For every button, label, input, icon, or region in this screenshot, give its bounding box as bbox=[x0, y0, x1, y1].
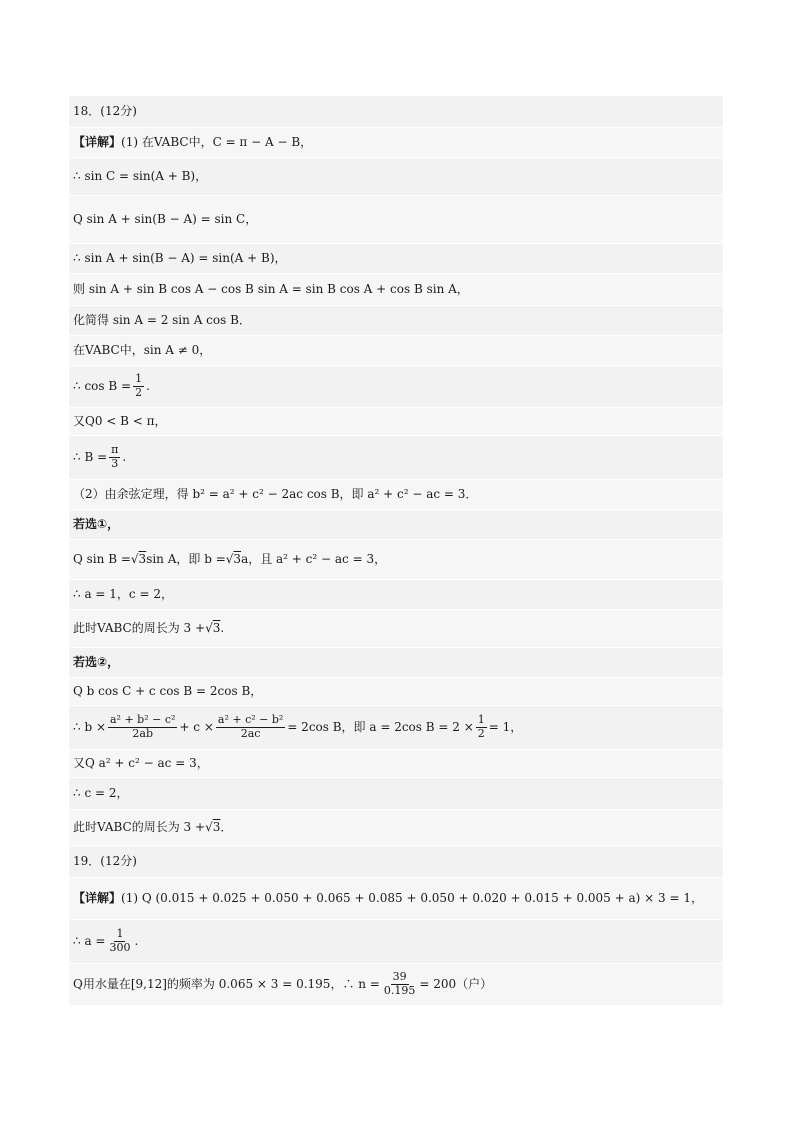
line-text: = 200（户） bbox=[419, 977, 493, 992]
sqrt-symbol: √ bbox=[130, 552, 139, 567]
p19-line-1 bbox=[69, 878, 723, 920]
line-text: 又Q0 < B < π， bbox=[73, 414, 167, 429]
fraction-denominator: 2 bbox=[135, 386, 143, 399]
p18-line-6 bbox=[69, 306, 723, 336]
p18-line-17 bbox=[69, 678, 723, 706]
p18-line-15 bbox=[69, 610, 723, 648]
fraction-numerator: 1 bbox=[116, 927, 124, 941]
line-text: 若选②， bbox=[73, 655, 120, 670]
line-text: = 1， bbox=[488, 720, 523, 735]
solution-sheet bbox=[69, 96, 723, 1006]
fraction bbox=[108, 714, 177, 740]
fraction-numerator: a² + b² − c² bbox=[110, 713, 176, 727]
radicand: 3 bbox=[233, 552, 242, 567]
line-text: ∴ c = 2， bbox=[73, 786, 129, 801]
line-text: . bbox=[122, 450, 127, 465]
fraction-denominator: 300 bbox=[109, 941, 131, 954]
p18-line-14 bbox=[69, 580, 723, 610]
line-text: 又Q a² + c² − ac = 3， bbox=[73, 756, 209, 771]
p18-line-16 bbox=[69, 648, 723, 678]
heading-text: 18．(12分) bbox=[73, 104, 137, 119]
detail-label: 【详解】 bbox=[73, 891, 122, 906]
sqrt-symbol: √ bbox=[225, 552, 234, 567]
p18-line-20 bbox=[69, 778, 723, 810]
p18-line-11 bbox=[69, 480, 723, 510]
detail-label: 【详解】 bbox=[73, 135, 122, 150]
fraction-numerator: 1 bbox=[477, 713, 485, 727]
line-text: 则 sin A + sin B cos A − cos B sin A = sin B cos A + cos B sin A， bbox=[73, 282, 469, 297]
p18-line-4 bbox=[69, 244, 723, 274]
p18-line-1 bbox=[69, 128, 723, 158]
line-text: 在VABC中，sin A ≠ 0， bbox=[73, 343, 212, 358]
p18-line-3 bbox=[69, 196, 723, 244]
radicand: 3 bbox=[138, 552, 147, 567]
line-text: Q b cos C + c cos B = 2cos B， bbox=[73, 684, 263, 699]
line-text: ∴ B = bbox=[73, 450, 108, 465]
fraction-denominator: 2ac bbox=[240, 727, 261, 740]
line-text: (1) Q (0.015 + 0.025 + 0.050 + 0.065 + 0.085 + 0.050 + 0.020 + 0.015 + 0.005 + a) × 3 = 1， bbox=[121, 891, 703, 906]
heading-text: 19．(12分) bbox=[73, 854, 137, 869]
p19-line-2 bbox=[69, 920, 723, 964]
fraction bbox=[109, 444, 120, 470]
fraction bbox=[476, 714, 487, 740]
line-text: 若选①， bbox=[73, 517, 120, 532]
line-text: Q用水量在[9,12]的频率为 0.065 × 3 = 0.195，∴ n = bbox=[73, 977, 380, 992]
line-text: a，且 a² + c² − ac = 3， bbox=[241, 552, 387, 567]
sqrt-symbol: √ bbox=[205, 621, 213, 636]
line-text: 此时VABC的周长为 3 + bbox=[73, 621, 206, 636]
sqrt-symbol: √ bbox=[205, 820, 213, 835]
fraction-numerator: a² + c² − b² bbox=[217, 713, 284, 727]
line-text: Q sin B = bbox=[73, 552, 131, 567]
p18-line-21 bbox=[69, 810, 723, 846]
line-text: + c × bbox=[179, 720, 214, 735]
line-text: (1) 在VABC中，C = π − A − B， bbox=[121, 135, 313, 150]
fraction-denominator: 0.195 bbox=[383, 984, 416, 997]
p18-line-7 bbox=[69, 336, 723, 366]
p18-line-19 bbox=[69, 750, 723, 778]
fraction bbox=[107, 928, 132, 954]
p18-line-8 bbox=[69, 366, 723, 408]
line-text: . bbox=[134, 934, 139, 949]
line-text: 此时VABC的周长为 3 + bbox=[73, 820, 206, 835]
line-text: ∴ b × bbox=[73, 720, 106, 735]
line-text: sin A，即 b = bbox=[146, 552, 226, 567]
fraction bbox=[133, 373, 144, 399]
line-text: ∴ a = 1，c = 2， bbox=[73, 587, 173, 602]
fraction bbox=[216, 714, 285, 740]
line-text: 化简得 sin A = 2 sin A cos B． bbox=[73, 313, 251, 328]
line-text: . bbox=[220, 621, 225, 636]
line-text: = 2cos B，即 a = 2cos B = 2 × bbox=[287, 720, 474, 735]
fraction-numerator: 1 bbox=[135, 372, 143, 386]
p18-line-9 bbox=[69, 408, 723, 436]
radicand: 3 bbox=[212, 820, 221, 835]
p18-line-2 bbox=[69, 158, 723, 196]
fraction-denominator: 3 bbox=[111, 457, 119, 470]
p18-line-5 bbox=[69, 274, 723, 306]
p18-line-12 bbox=[69, 510, 723, 540]
line-text: . bbox=[146, 379, 150, 394]
radicand: 3 bbox=[212, 621, 221, 636]
line-text: ∴ sin C = sin(A + B)， bbox=[73, 169, 208, 184]
line-text: （2）由余弦定理，得 b² = a² + c² − 2ac cos B，即 a² + c² − ac = 3． bbox=[73, 487, 478, 502]
line-text: ∴ cos B = bbox=[73, 379, 132, 394]
fraction-denominator: 2 bbox=[477, 727, 485, 740]
line-text: ∴ sin A + sin(B − A) = sin(A + B)， bbox=[73, 251, 287, 266]
problem-19-heading bbox=[69, 846, 723, 878]
fraction-numerator: π bbox=[111, 443, 119, 457]
line-text: Q sin A + sin(B − A) = sin C， bbox=[73, 212, 258, 227]
p19-line-3 bbox=[69, 964, 723, 1006]
fraction-numerator: 39 bbox=[392, 970, 407, 984]
line-text: ∴ a = bbox=[73, 934, 106, 949]
fraction bbox=[382, 971, 418, 997]
line-text: ． bbox=[220, 820, 233, 835]
problem-18-heading bbox=[69, 96, 723, 128]
p18-line-18 bbox=[69, 706, 723, 750]
p18-line-10 bbox=[69, 436, 723, 480]
p18-line-13 bbox=[69, 540, 723, 580]
fraction-denominator: 2ab bbox=[132, 727, 154, 740]
